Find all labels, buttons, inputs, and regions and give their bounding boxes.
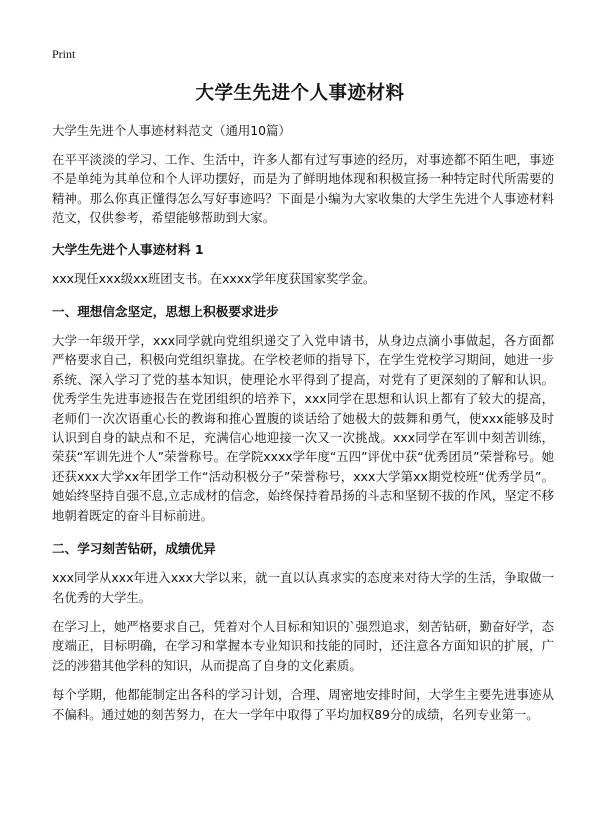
part2-paragraph-2: 在学习上，她严格要求自己，凭着对个人目标和知识的`强烈追求，刻苦钻研，勤奋好学，态度端正，目标明确，在学习和掌握本专业知识和技能的同时，还注意各方面知识的扩展，广泛的涉猎其他学科的知识，从而提高了自身的文化素质。 [52, 618, 554, 673]
part1-paragraph: 大学一年级开学，xxx同学就向党组织递交了入党申请书，从身边点滴小事做起，各方面都严格要求自己，积极向党组织靠拢。在学校老师的指导下，在学生党校学习期间，她进一步系统、深入学习了党的基本知识，使理论水平得到了提高，对党有了更深刻的了解和认识。优秀学生先进事迹报告在党团组织的培养下，xxx同学在思想和认识上都有了较大的提高，老师们一次次语重心长的教诲和推心置腹的谈话给了她极大的鼓舞和勇气，使xxx能够及时认识到自身的缺点和不足，充满信心地迎接一次又一次挑战。xxx同学在军训中刻苦训练，荣获“军训先进个人”荣誉称号。在学院xxxx学年度“五四”评优中获“优秀团员”荣誉称号。她还获xxx大学xx年团学工作“活动积极分子”荣誉称号，xxx大学第xx期党校班“优秀学员”。她始终坚持自强不息,立志成材的信念，始终保持着昂扬的斗志和坚韧不拔的作风，坚定不移地朝着既定的奋斗目标前进。 [52, 333, 554, 523]
part2-paragraph-1: xxx同学从xxx年进入xxx大学以来，就一直以认真求实的态度来对待大学的生活，争取做一名优秀的大学生。 [52, 570, 554, 605]
document-body [52, 122, 554, 734]
part2-paragraph-3: 每个学期，他都能制定出各科的学习计划，合理、周密地安排时间，大学生主要先进事迹从不偏科。通过她的刻苦努力，在大一学年中取得了平均加权89分的成绩，名列专业第一。 [52, 687, 554, 722]
section-heading: 大学生先进个人事迹材料 1 [52, 241, 204, 257]
print-link[interactable]: Print [52, 47, 76, 61]
part1-heading: 一、理想信念坚定，思想上积极要求进步 [52, 304, 279, 320]
intro-paragraph: 在平平淡淡的学习、工作、生活中，许多人都有过写事迹的经历，对事迹都不陌生吧，事迹不是单纯为其单位和个人评功摆好，而是为了鲜明地体现和积极宣扬一种特定时代所需要的精神。那么你真正懂得怎么写好事迹吗？下面是小编为大家收集的大学生先进个人事迹材料范文，仅供参考，希望能够帮助到大家。 [52, 152, 554, 226]
part2-heading: 二、学习刻苦钻研，成绩优异 [52, 541, 216, 557]
page-title: 大学生先进个人事迹材料 [195, 83, 405, 104]
document-subtitle: 大学生先进个人事迹材料范文（通用10篇） [52, 123, 291, 138]
section-intro-line: xxx现任xxx级xx班团支书。在xxxx学年度获国家奖学金。 [52, 270, 376, 286]
